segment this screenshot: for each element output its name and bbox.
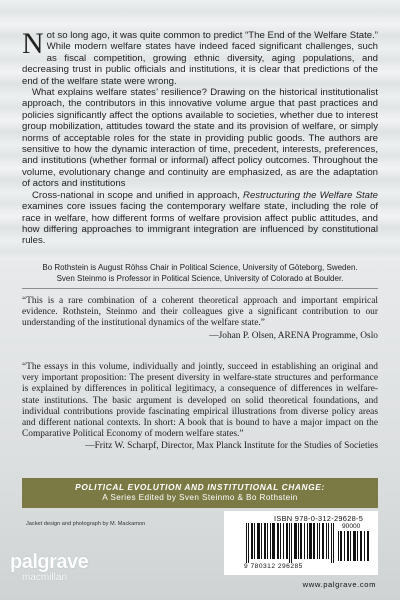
quote-2-attribution: —Fritz W. Scharpf, Director, Max Planck Institute for the Studies of Societies xyxy=(85,441,378,452)
jacket-credit: Jacket design and photograph by M. Mackamon xyxy=(26,521,146,527)
blurb-paragraph-1 xyxy=(22,27,378,87)
endorsement-quote-2 xyxy=(22,362,378,453)
blurb-paragraph-3 xyxy=(22,190,378,247)
quote-1-text: “This is a rare combination of a coherent theoretical approach and important empirical evidence. Rothstein, Steinmo and their colleagues give a significant contribution to our understanding of the institutional dynamics of the welfare state.” xyxy=(22,296,378,329)
quote-2-text: “The essays in this volume, individually and jointly, succeed in establishing an original and very important proposition: The present diversity in welfare-state structures and performance is explained by differences in political legitimacy, a consequence of differences in welfare-state institutions. The basic argument is developed on solid theoretical foundations, and individual contributions provide fascinating empirical illustrations from diverse policy areas and different national contexts. In short: A book that is bound to have a major impact on the Comparative Political Economy of modern welfare states.” xyxy=(22,362,378,440)
author-bio-steinmo: Sven Steinmo is Professor in Political Science, University of Colorado at Boulder. xyxy=(56,273,344,283)
drop-cap: N xyxy=(22,27,44,60)
barcode-number: 9 780312 296285 xyxy=(244,563,303,570)
price-addon-barcode xyxy=(338,531,370,561)
series-banner xyxy=(22,478,378,508)
publisher-logo-line1: palgrave xyxy=(10,551,89,573)
blurb-paragraph-3-post: examines core issues facing the contemporary welfare state, including the role of race in welfare, how different forms of welfare provision affect public attitudes, and how differing approaches to immigrant integration are influenced by constitutional rules. xyxy=(22,201,378,247)
publisher-logo xyxy=(10,552,88,584)
publisher-logo-line2: macmillan xyxy=(22,572,68,583)
author-bio-rothstein: Bo Rothstein is August Röhss Chair in Political Science, University of Göteborg, Sweden. xyxy=(42,263,358,272)
blurb-paragraph-2: What explains welfare states’ resilience? Drawing on the historical institutionalist approach, the contributors in this innovative volume argue that past practices and policies significantly affect the options available to societies, whether due to interest group mobilization, attitudes toward the state and its provision of welfare, or simply norms of acceptable roles for the state in providing public goods. The authors are sensitive to how the dynamic interaction of time, precedent, interests, preferences, and institutions (whether formal or informal) affect policy outcomes. Throughout the volume, evolutionary change and continuity are emphasized, as are the adaptation of actors and institutions xyxy=(22,87,378,190)
blurb-paragraph-3-pre: Cross-national in scope and unified in approach, xyxy=(32,189,244,201)
endorsement-quote-1 xyxy=(22,296,378,342)
blurb-paragraph-1-text: ot so long ago, it was quite common to predict “The End of the Welfare State.” While modern welfare states have indeed faced significant challenges, such as fiscal competition, growing ethnic diversity, aging populations, and decreasing trust in public officials and institutions, it is clear that predictions of the end of the welfare state were wrong. xyxy=(22,30,378,87)
book-title-italic: Restructuring the Welfare State xyxy=(243,189,378,201)
divider-top xyxy=(22,288,378,289)
quote-1-attribution: —Johan P. Olsen, ARENA Programme, Oslo xyxy=(209,330,378,341)
barcode-panel xyxy=(224,511,378,575)
ean-barcode xyxy=(246,523,334,563)
series-title: POLITICAL EVOLUTION AND INSTITUTIONAL CHANGE: xyxy=(75,482,325,492)
description-blurb xyxy=(22,27,378,247)
author-bios xyxy=(22,263,378,284)
price-code: 90000 xyxy=(342,523,361,530)
publisher-website: www.palgrave.com xyxy=(302,580,376,589)
isbn-text: ISBN 978-0-312-29628-5 xyxy=(274,514,364,523)
series-editors: A Series Edited by Sven Steinmo & Bo Rothstein xyxy=(102,493,298,502)
